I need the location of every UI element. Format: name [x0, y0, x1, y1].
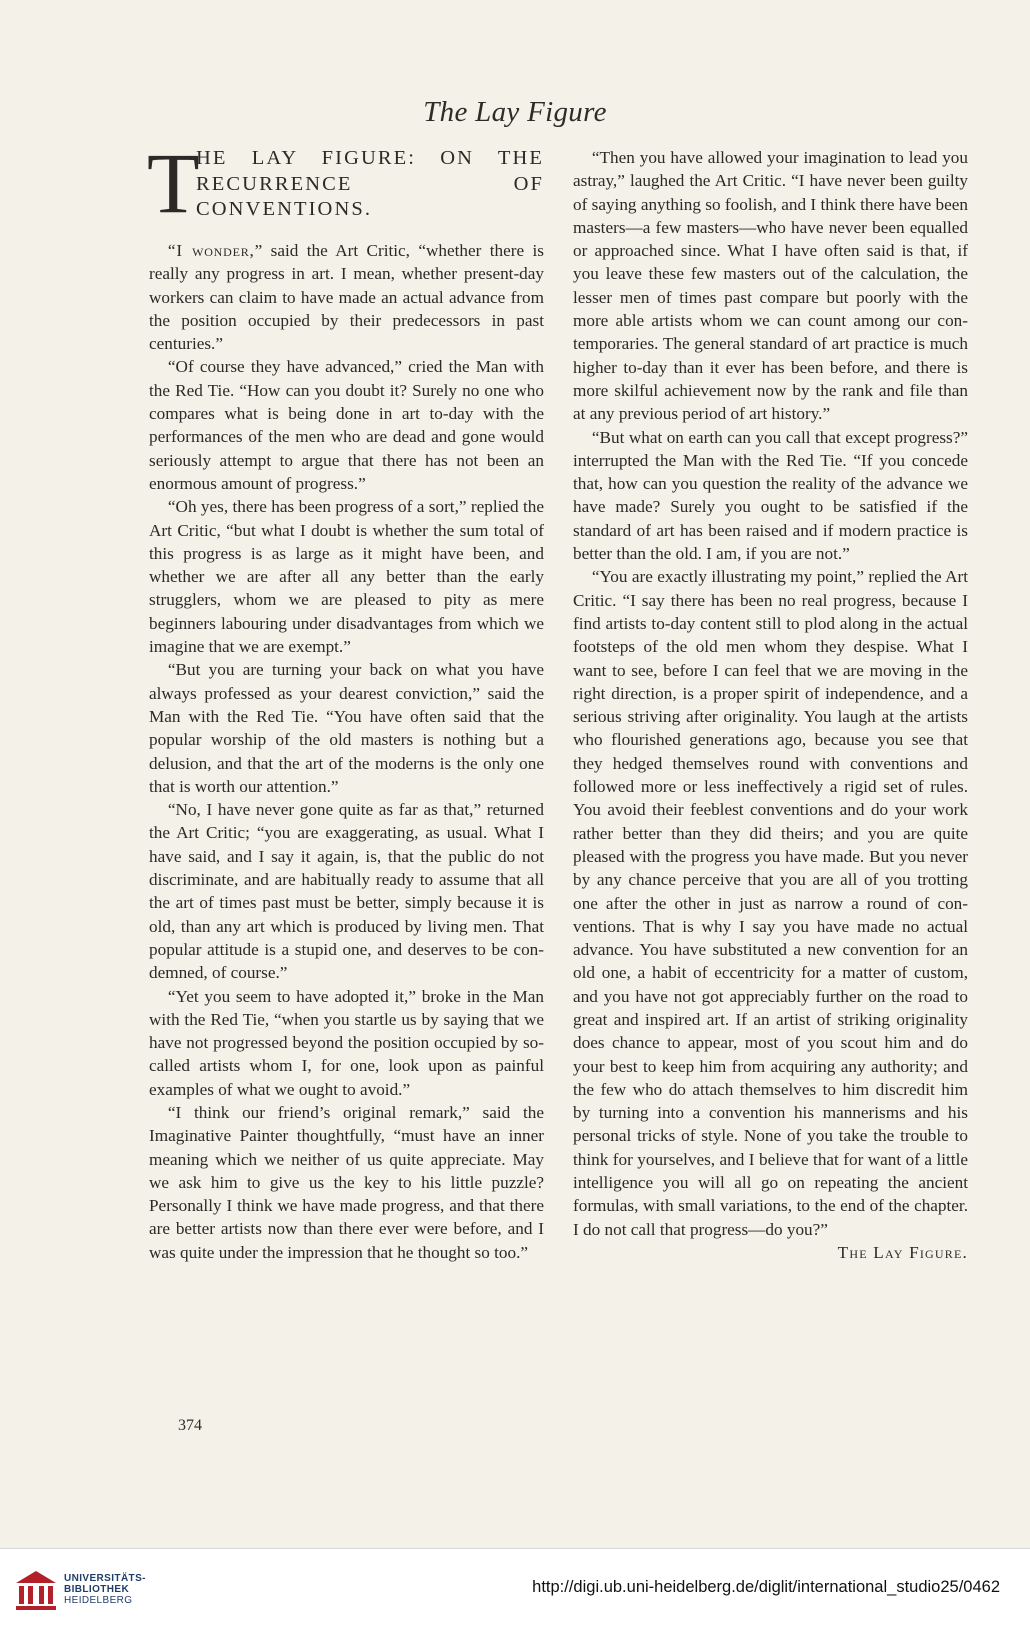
- paragraph-text: “But what on earth can you call that except progress?” interrupted the Man with the Red Tie. “If you concede that, how can you question the reality of the advance we have made? Surely you ought to be satisfied if the standard of art has been raised and if modern practice is better than the old. I am, if you are not.”: [573, 427, 968, 564]
- paragraph-text: ” said the Art Critic, “whether there is really any progress in art. I mean, whether present-day workers can claim to have made an actual advance from the position occupied by their predecessors in past centuries.”: [149, 241, 544, 354]
- paragraph: [149, 658, 544, 798]
- running-head: The Lay Figure: [423, 96, 607, 128]
- library-name-line-1: UNIVERSITÄTS-: [64, 1573, 146, 1584]
- paragraph-text: “Yet you seem to have adopted it,” broke in the Man with the Red Tie, “when you startle us by saying that we have not progressed beyond the position occupied by so-called artists whom I, for one, look upon as painful examples of what we ought to avoid.”: [149, 986, 544, 1099]
- library-name-line-2: BIBLIOTHEK: [64, 1584, 130, 1595]
- paragraph-lead-smallcaps: “I wonder,: [167, 241, 255, 260]
- paragraph-text: “You are exactly illustrating my point,” replied the Art Critic. “I say there has been no real progress, because I find artists to-day content still to plod along in the actual footsteps of the old men whom they despise. What I want to see, before I can feel that we are moving in the right direction, is a proper spirit of independence, and a serious striving after originality. You laugh at the artists who flourished generations ago, because you see that they hedged themselves round with conventions and followed more or less ineffectively a rigid set of rules. You avoid their feeblest conventions and do your work rather better than they did theirs; and you are quite pleased with the progress you have made. But you never by any chance perceive that you are all of you trotting one after the other in just as narrow a round of conventions. That is why I say you have made no actual advance. You have substituted a new convention for an old one, a habit of eccentricity for a matter of custom, and you have not got appreciably further on the road to great and inspired art. If an artist of striking originality does chance to appear, most of you scout him and do your best to keep him from acquiring any authority; and the few who do attach themselves to him discredit him by turning into a convention his mannerisms and his personal tricks of style. None of you take the trouble to think for yourselves, and I believe that for want of a little intelligence you will all go on repeating the ancient formulas, with small variations, to the end of the chapter. I do not call that progress—do you?”: [573, 567, 968, 1239]
- paragraph: [149, 985, 544, 1101]
- paragraph: [573, 565, 968, 1262]
- drop-cap: T: [147, 135, 202, 231]
- paragraph-text: “Of course they have advanced,” cried the Man with the Red Tie. “How can you doubt it? Surely no one who compares what is being done in art to-day with the performances of the men who are dead and gone would seriously attempt to argue that there has not been an enormous amount of progress.”: [149, 357, 544, 493]
- paragraph: [573, 426, 968, 566]
- left-column: [147, 135, 544, 1264]
- paragraph-text: “Then you have allowed your imagination to lead you astray,” laughed the Art Critic. “I have never been guilty of saying anything so foolish, and I think there have been masters—a few masters—who have never been equalled or approached since. What I have often said is that, if you leave these few masters out of the calculation, the lesser men of times past compare but poorly with the more able artists whom we can count among our contemporaries. The general standard of art practice is much higher to-day than it ever has been before, and there is more skilful achievement now by the rank and file than at any previous period of art history.”: [573, 148, 968, 424]
- paragraph-text: “Oh yes, there has been progress of a sort,” replied the Art Critic, “but what I doubt is whether the sum total of this progress is as large as it might have been, and whether we are after all any better than the early strugglers, whom we are pleased to pity as mere beginners labouring under disadvantages from which we imagine that we are exempt.”: [149, 497, 544, 657]
- paragraph: [149, 495, 544, 658]
- paragraph-text: “No, I have never gone quite as far as that,” returned the Art Critic; “you are exaggerating, as usual. What I have said, and I say it again, is, that the public do not discriminate, and are habitually ready to assume that all the art of times past must be better, simply because it is old, than any art which is produced by living men. That popular attitude is a stupid one, and deserves to be condemned, of course.”: [149, 800, 544, 983]
- paragraph: [149, 798, 544, 984]
- library-name-line-3: HEIDELBERG: [64, 1595, 133, 1606]
- right-column: [573, 146, 968, 1264]
- university-library-logo-icon: [12, 1567, 60, 1615]
- left-paragraphs: [149, 239, 544, 1264]
- paragraph: [573, 146, 968, 426]
- library-name: [64, 1573, 146, 1606]
- paragraph-text: “I think our friend’s original remark,” said the Imaginative Painter thoughtfully, “must have an inner meaning which we neither of us quite appreciate. May we ask him to give us the key to his little puzzle? Personally I think we have made progress, and that there are better artists now than there ever were before, and I was quite under the impression that he thought so too.”: [149, 1102, 544, 1262]
- digitization-footer: [0, 1548, 1030, 1631]
- right-paragraphs: [573, 146, 968, 1262]
- paragraph: [149, 239, 544, 355]
- page-number: 374: [178, 1417, 202, 1434]
- article-title-text: HE LAY FIGURE: ON THE RECURRENCE OF CONVENTIONS.: [196, 147, 544, 220]
- paragraph: [149, 355, 544, 495]
- paragraph: [149, 1101, 544, 1264]
- source-url-link[interactable]: http://digi.ub.uni-heidelberg.de/diglit/international_studio25/0462: [532, 1578, 1000, 1596]
- paragraph-text: “But you are turning your back on what you have always professed as your dearest conviction,” said the Man with the Red Tie. “You have often said that the popular worship of the old masters is nothing but a delusion, and that the art of the moderns is the only one that is worth our attention.”: [149, 660, 544, 796]
- article-title: [147, 135, 544, 231]
- signature: The Lay Figure.: [837, 1242, 968, 1262]
